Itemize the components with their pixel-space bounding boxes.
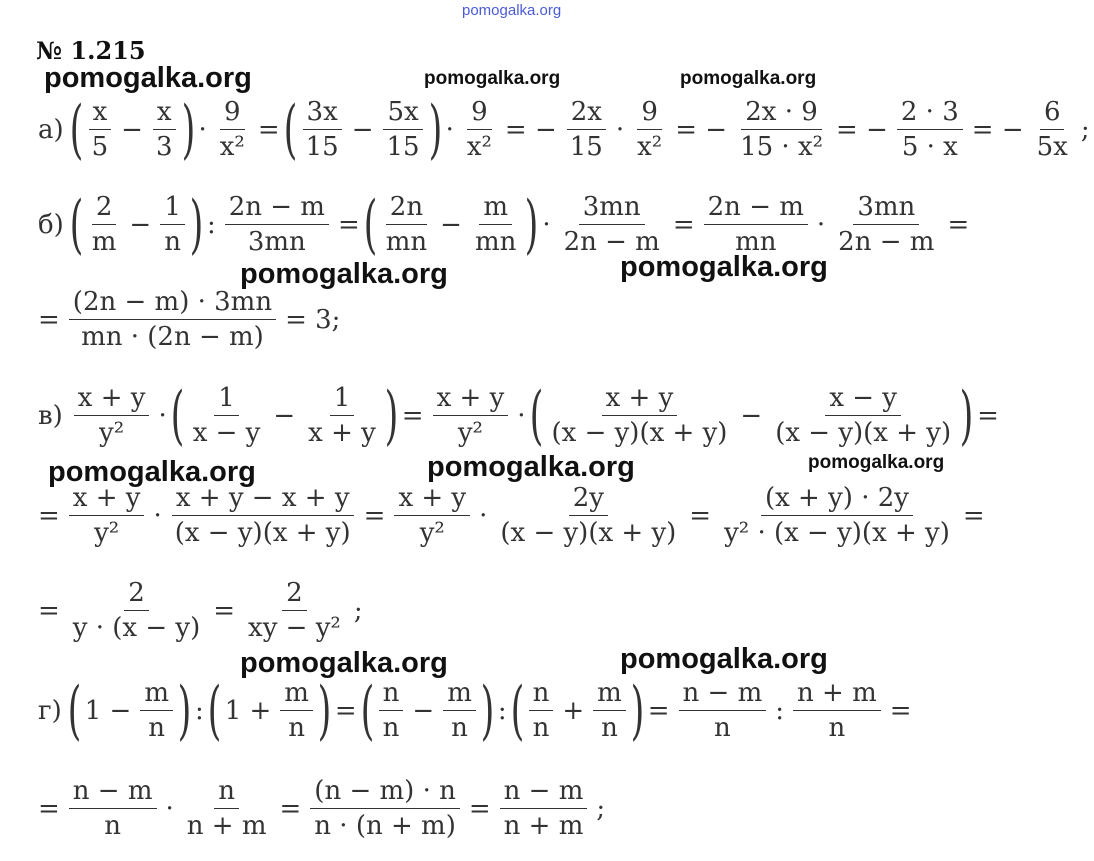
numerator: (2n − m) · 3mn: [69, 287, 276, 320]
numerator: n − m: [69, 776, 157, 809]
numerator: 6: [1040, 97, 1065, 130]
fraction: [69, 776, 157, 841]
equals-sign: =: [947, 209, 970, 240]
watermark-logo: pomogalka.org: [240, 258, 448, 290]
numerator: 3mn: [579, 192, 645, 225]
numerator: 2n: [386, 192, 427, 225]
numerator: m: [443, 678, 476, 711]
fraction: [244, 578, 345, 643]
fraction: [463, 97, 496, 162]
solution-line-g1: [34, 673, 916, 748]
operator: −: [351, 114, 374, 145]
numerator: 9: [467, 97, 492, 130]
watermark-logo: pomogalka.org: [620, 251, 828, 283]
operator: :: [497, 695, 507, 726]
denominator: y²: [99, 418, 125, 448]
operator: −: [273, 400, 296, 431]
fraction: [189, 383, 265, 448]
paren-close: ): [630, 673, 645, 748]
result: = 3;: [285, 304, 341, 335]
solution-line-v1: [34, 378, 1003, 453]
fraction: [382, 192, 431, 257]
fraction: [720, 483, 954, 548]
equals-sign: =: [401, 400, 424, 431]
paren-open: (: [283, 92, 297, 167]
watermark-logo: pomogalka.org: [44, 62, 252, 94]
fraction: [897, 97, 963, 162]
operator: ·: [615, 114, 625, 145]
numerator: (x + y) · 2y: [761, 483, 913, 516]
equals-sign: =: [337, 209, 360, 240]
punctuation: ;: [596, 793, 606, 824]
denominator: mn: [474, 227, 517, 257]
fraction: [379, 678, 404, 743]
fraction: [216, 97, 249, 162]
fraction: [548, 383, 732, 448]
numerator: n: [529, 678, 554, 711]
numerator: 2n − m: [704, 192, 808, 225]
operator: :: [194, 695, 204, 726]
numerator: m: [479, 192, 512, 225]
denominator: 5 · x: [901, 132, 958, 162]
operator: ·: [153, 500, 162, 531]
operator: ·: [816, 209, 826, 240]
numerator: n + m: [793, 678, 881, 711]
denominator: x²: [637, 132, 663, 162]
numerator: x + y: [602, 383, 678, 416]
fraction: [834, 192, 938, 257]
numerator: n − m: [679, 678, 767, 711]
equals-sign: =: [672, 209, 695, 240]
paren-close: ): [428, 92, 442, 167]
paren-close: ): [317, 673, 332, 748]
numerator: 2n − m: [225, 192, 329, 225]
fraction: [140, 678, 173, 743]
equals-sign: =: [38, 500, 60, 531]
operator: ·: [542, 209, 551, 240]
equals-sign: = −: [504, 114, 557, 145]
numerator: x + y: [433, 383, 509, 416]
denominator: 3: [155, 132, 173, 162]
operator: :: [775, 695, 785, 726]
solution-line-b1: [34, 187, 973, 262]
fraction: [69, 287, 276, 352]
paren-open: (: [170, 378, 185, 453]
operator: −: [129, 209, 152, 240]
fraction: [280, 678, 313, 743]
numerator: m: [140, 678, 173, 711]
equals-sign: =: [257, 114, 280, 145]
denominator: 3mn: [247, 227, 306, 257]
numerator: m: [280, 678, 313, 711]
denominator: 2n − m: [563, 227, 660, 257]
operator: ·: [479, 500, 488, 531]
term: 1 −: [84, 695, 132, 726]
equals-sign: =: [689, 500, 712, 531]
equals-sign: = −: [675, 114, 728, 145]
numerator: n: [214, 776, 239, 809]
fraction: [383, 97, 424, 162]
fraction: [433, 383, 509, 448]
denominator: x + y: [308, 418, 376, 448]
operator: +: [562, 695, 585, 726]
numerator: x + y: [74, 383, 150, 416]
solution-line-v2: [34, 483, 989, 548]
fraction: [74, 383, 150, 448]
fraction: [69, 483, 145, 548]
operator: ·: [198, 114, 207, 145]
fraction: [704, 192, 808, 257]
denominator: mn: [385, 227, 428, 257]
numerator: n: [379, 678, 404, 711]
denominator: y²: [94, 518, 120, 548]
punctuation: ;: [353, 595, 363, 626]
paren-open: (: [363, 187, 378, 262]
numerator: 2y: [569, 483, 608, 516]
fraction: [496, 483, 680, 548]
equals-sign: =: [889, 695, 912, 726]
part-label-g: г): [38, 695, 62, 726]
denominator: 15: [305, 132, 339, 162]
equals-sign: =: [977, 400, 999, 431]
paren-close: ): [189, 187, 204, 262]
denominator: 5x: [1036, 132, 1068, 162]
fraction: [679, 678, 767, 743]
equals-sign: =: [38, 793, 60, 824]
numerator: 2: [92, 192, 117, 225]
operator: −: [740, 400, 763, 431]
numerator: 3x: [303, 97, 342, 130]
fraction: [566, 97, 607, 162]
paren-open: (: [529, 378, 543, 453]
denominator: n: [104, 811, 122, 841]
operator: −: [440, 209, 462, 240]
numerator: 2: [124, 578, 149, 611]
fraction: [304, 383, 380, 448]
equals-sign: =: [363, 500, 386, 531]
paren-close: ): [959, 378, 974, 453]
numerator: x: [153, 97, 176, 130]
paren-close: ): [480, 673, 495, 748]
fraction: [225, 192, 329, 257]
fraction: [69, 578, 204, 643]
fraction: [793, 678, 881, 743]
operator: ·: [517, 400, 526, 431]
numerator: 2x: [567, 97, 606, 130]
denominator: x − y: [192, 418, 261, 448]
equals-sign: =: [962, 500, 985, 531]
paren-open: (: [69, 92, 84, 167]
fraction: [443, 678, 476, 743]
fraction: [560, 192, 664, 257]
numerator: 5x: [383, 97, 422, 130]
denominator: xy − y²: [248, 613, 341, 643]
denominator: n: [714, 713, 731, 743]
numerator: 9: [220, 97, 245, 130]
solution-line-g2: [34, 776, 609, 841]
fraction: [183, 776, 271, 841]
denominator: n: [532, 713, 550, 743]
paren-open: (: [207, 673, 222, 748]
numerator: x + y − x + y: [172, 483, 354, 516]
denominator: n: [382, 713, 400, 743]
fraction: [160, 192, 185, 257]
operator: ·: [158, 400, 167, 431]
paren-open: (: [67, 673, 82, 748]
numerator: 3mn: [853, 192, 919, 225]
fraction: [771, 383, 955, 448]
watermark-logo: pomogalka.org: [680, 68, 817, 89]
solution-line-v3: [34, 578, 367, 643]
numerator: x + y: [69, 483, 145, 516]
operator: −: [412, 695, 435, 726]
numerator: 2: [282, 578, 307, 611]
numerator: (n − m) · n: [310, 776, 460, 809]
fraction: [88, 97, 113, 162]
fraction: [500, 776, 588, 841]
equals-sign: =: [38, 595, 60, 626]
numerator: x: [89, 97, 112, 130]
numerator: 2x · 9: [741, 97, 822, 130]
solution-line-b2: [34, 287, 344, 352]
equals-sign: =: [647, 695, 670, 726]
equals-sign: =: [334, 695, 357, 726]
numerator: 1: [160, 192, 185, 225]
fraction: [1033, 97, 1072, 162]
numerator: 1: [214, 383, 239, 416]
operator: ·: [165, 793, 174, 824]
watermark-logo: pomogalka.org: [808, 452, 945, 473]
denominator: (x − y)(x + y): [174, 518, 351, 548]
watermark-logo: pomogalka.org: [620, 643, 828, 675]
denominator: n + m: [186, 811, 267, 841]
numerator: x − y: [825, 383, 901, 416]
watermark-logo: pomogalka.org: [427, 451, 635, 483]
paren-open: (: [510, 673, 524, 748]
numerator: 9: [637, 97, 662, 130]
fraction: [529, 678, 554, 743]
operator: :: [206, 209, 216, 240]
equals-sign: =: [38, 304, 60, 335]
denominator: n: [828, 713, 846, 743]
denominator: (x − y)(x + y): [551, 418, 728, 448]
paren-close: ): [181, 92, 195, 167]
denominator: n: [601, 713, 618, 743]
equals-sign: = −: [836, 114, 888, 145]
denominator: 15 · x²: [740, 132, 824, 162]
fraction: [633, 97, 666, 162]
watermark-logo: pomogalka.org: [424, 68, 561, 89]
term: 1 +: [224, 695, 272, 726]
fraction: [302, 97, 343, 162]
denominator: y · (x − y): [72, 613, 201, 643]
fraction: [171, 483, 355, 548]
denominator: y²: [457, 418, 483, 448]
denominator: 15: [569, 132, 603, 162]
denominator: n: [451, 713, 468, 743]
problem-title: № 1.215: [36, 36, 146, 65]
fraction: [310, 776, 460, 841]
watermark-top[interactable]: pomogalka.org: [462, 2, 562, 19]
denominator: 2n − m: [838, 227, 935, 257]
punctuation: ;: [1080, 114, 1090, 145]
denominator: n: [288, 713, 305, 743]
denominator: n: [148, 713, 166, 743]
denominator: (x − y)(x + y): [500, 518, 677, 548]
part-label-a: а): [38, 114, 64, 145]
numerator: n − m: [500, 776, 588, 809]
equals-sign: =: [468, 793, 491, 824]
numerator: 2 · 3: [897, 97, 963, 130]
fraction: [394, 483, 470, 548]
solution-line-a: [34, 92, 1094, 167]
paren-open: (: [360, 673, 375, 748]
part-label-b: б): [38, 209, 64, 240]
numerator: 1: [330, 383, 355, 416]
denominator: y² · (x − y)(x + y): [724, 518, 950, 548]
denominator: (x − y)(x + y): [775, 418, 952, 448]
denominator: m: [91, 227, 117, 257]
numerator: m: [593, 678, 626, 711]
operator: ·: [445, 114, 454, 145]
paren-close: ): [524, 187, 539, 262]
paren-open: (: [69, 187, 84, 262]
equals-sign: =: [279, 793, 302, 824]
denominator: n · (n + m): [314, 811, 456, 841]
denominator: mn · (2n − m): [81, 322, 264, 352]
denominator: x²: [219, 132, 245, 162]
paren-close: ): [177, 673, 192, 748]
fraction: [88, 192, 121, 257]
part-label-v: в): [38, 400, 63, 431]
equals-sign: =: [213, 595, 236, 626]
denominator: mn: [735, 227, 777, 257]
fraction: [736, 97, 827, 162]
paren-close: ): [384, 378, 399, 453]
denominator: 15: [386, 132, 420, 162]
numerator: x + y: [394, 483, 470, 516]
watermark-logo: pomogalka.org: [240, 647, 448, 679]
fraction: [593, 678, 626, 743]
operator: −: [121, 114, 143, 145]
denominator: y²: [419, 518, 445, 548]
denominator: n + m: [503, 811, 584, 841]
fraction: [471, 192, 520, 257]
fraction: [152, 97, 177, 162]
watermark-logo: pomogalka.org: [48, 456, 256, 488]
denominator: n: [164, 227, 181, 257]
denominator: 5: [91, 132, 109, 162]
denominator: x²: [466, 132, 492, 162]
equals-sign: = −: [971, 114, 1024, 145]
